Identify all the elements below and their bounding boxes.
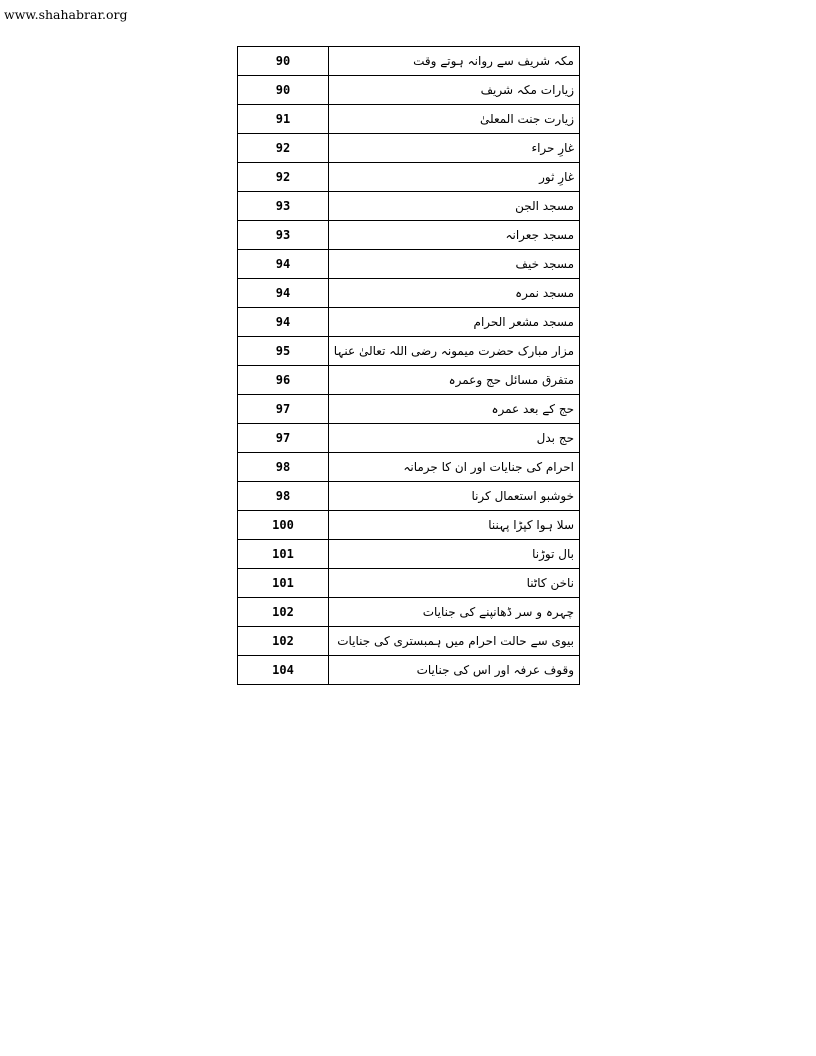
table-row: [238, 656, 580, 685]
entry-title: مسجد نمرہ: [329, 279, 580, 308]
table-row: [238, 134, 580, 163]
entry-title: حج کے بعد عمرہ: [329, 395, 580, 424]
table-row: [238, 76, 580, 105]
entry-title: متفرق مسائل حج وعمرہ: [329, 366, 580, 395]
table-row: [238, 221, 580, 250]
entry-title: مسجد مشعر الحرام: [329, 308, 580, 337]
table-row: [238, 424, 580, 453]
page-number: 90: [238, 76, 329, 105]
entry-title: احرام کی جنایات اور ان کا جرمانہ: [329, 453, 580, 482]
entry-title: حج بدل: [329, 424, 580, 453]
page-number: 102: [238, 627, 329, 656]
page-number: 98: [238, 482, 329, 511]
entry-title: مسجد خیف: [329, 250, 580, 279]
table-row: [238, 366, 580, 395]
table-row: [238, 163, 580, 192]
page-number: 101: [238, 569, 329, 598]
table-row: [238, 511, 580, 540]
page-number: 94: [238, 308, 329, 337]
page-number: 100: [238, 511, 329, 540]
table-row: [238, 250, 580, 279]
table-row: [238, 308, 580, 337]
entry-title: مسجد الجن: [329, 192, 580, 221]
entry-title: مکہ شریف سے روانہ ہوتے وقت: [329, 47, 580, 76]
page-number: 94: [238, 250, 329, 279]
page-number: 93: [238, 192, 329, 221]
entry-title: ناخن کاٹنا: [329, 569, 580, 598]
page-number: 94: [238, 279, 329, 308]
entry-title: غارِ حراء: [329, 134, 580, 163]
table-row: [238, 47, 580, 76]
table-row: [238, 482, 580, 511]
table-row: [238, 627, 580, 656]
page-number: 92: [238, 134, 329, 163]
table-row: [238, 337, 580, 366]
entry-title: غارِ ثور: [329, 163, 580, 192]
page-number: 95: [238, 337, 329, 366]
page-number: 90: [238, 47, 329, 76]
page-number: 93: [238, 221, 329, 250]
table-row: [238, 279, 580, 308]
entry-title: زیارت جنت المعلیٰ: [329, 105, 580, 134]
page-number: 97: [238, 395, 329, 424]
table-row: [238, 395, 580, 424]
entry-title: بال توڑنا: [329, 540, 580, 569]
entry-title: خوشبو استعمال کرنا: [329, 482, 580, 511]
table-row: [238, 105, 580, 134]
page-number: 92: [238, 163, 329, 192]
page-number: 97: [238, 424, 329, 453]
page-number: 101: [238, 540, 329, 569]
entry-title: مسجد جعرانہ: [329, 221, 580, 250]
site-url: www.shahabrar.org: [4, 7, 128, 22]
table-row: [238, 192, 580, 221]
table-row: [238, 569, 580, 598]
table-row: [238, 453, 580, 482]
entry-title: چہرہ و سر ڈھانپنے کی جنایات: [329, 598, 580, 627]
table-of-contents: [237, 46, 580, 685]
page-number: 104: [238, 656, 329, 685]
table-row: [238, 598, 580, 627]
entry-title: بیوی سے حالت احرام میں ہمبستری کی جنایات: [329, 627, 580, 656]
entry-title: سلا ہوا کپڑا پہننا: [329, 511, 580, 540]
entry-title: وقوف عرفہ اور اس کی جنایات: [329, 656, 580, 685]
table-row: [238, 540, 580, 569]
page-number: 98: [238, 453, 329, 482]
page-number: 91: [238, 105, 329, 134]
entry-title: زیارات مکہ شریف: [329, 76, 580, 105]
page-number: 102: [238, 598, 329, 627]
entry-title: مزار مبارک حضرت میمونہ رضی اللہ تعالیٰ عنہا: [329, 337, 580, 366]
page-number: 96: [238, 366, 329, 395]
